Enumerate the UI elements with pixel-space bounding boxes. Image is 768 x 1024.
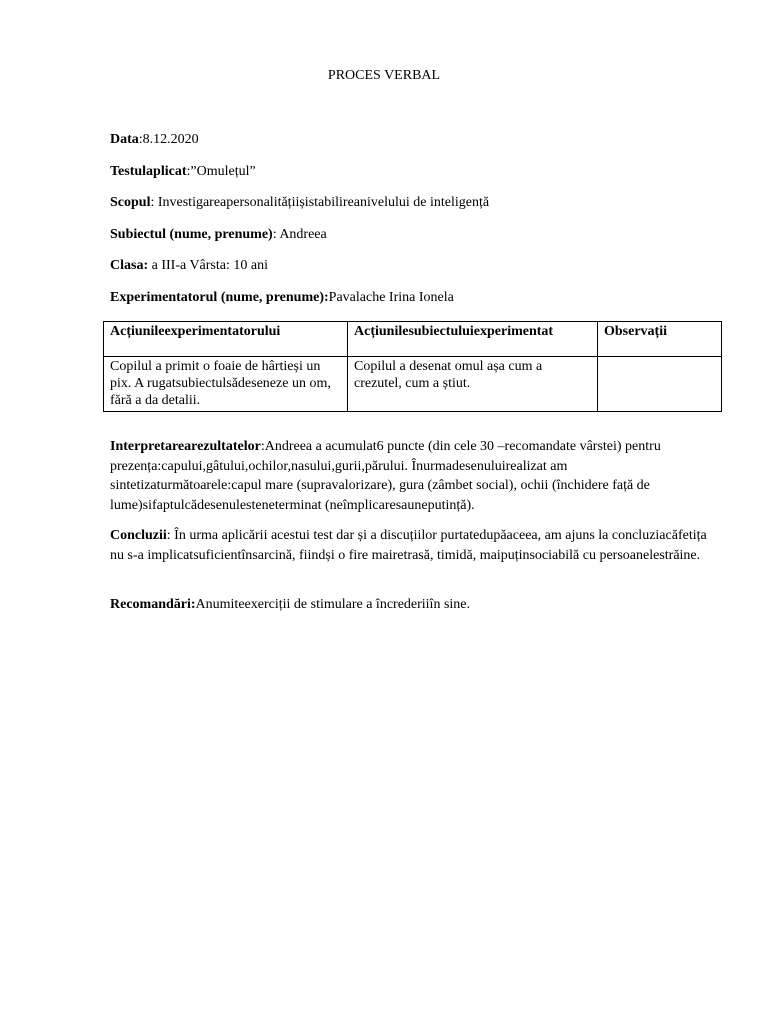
field-subject-label: Subiectul (nume, prenume): [110, 227, 273, 242]
conclusions-text: : În urma aplicării acestui test dar și a discuțiilor purtatedupăaceea, am ajuns la concluziacăfetița nu s-a implicatsuficientînsarcină, fiindși o fire mairetrasă, timidă, maipuținsociabilă cu persoanelestrăine.: [110, 528, 707, 563]
field-class: [110, 257, 268, 274]
recommendations-text: Anumiteexerciții de stimulare a încrederiiîn sine.: [195, 597, 471, 612]
table-header-row: [104, 322, 722, 357]
table-cell: Copilul a primit o foaie de hârtieși un pix. A rugatsubiectulsădeseneze un om, fără a da detalii.: [104, 357, 348, 412]
observation-table: [103, 321, 722, 412]
table-row: [104, 357, 722, 412]
conclusions-label: Concluzii: [110, 528, 167, 543]
recommendations-label: Recomandări:: [110, 597, 196, 612]
interpretation-paragraph: [110, 437, 710, 515]
field-scope-label: Scopul: [110, 195, 151, 210]
field-date: [110, 131, 199, 148]
field-date-value: :8.12.2020: [138, 132, 199, 147]
field-test-value: :”Omulețul”: [186, 164, 256, 179]
field-test-label: Testulaplicat: [110, 164, 187, 179]
table-cell: Copilul a desenat omul așa cum a crezutel, cum a știut.: [348, 357, 598, 412]
field-test: [110, 163, 256, 180]
table-cell: [598, 357, 722, 412]
recommendations-paragraph: [110, 595, 710, 615]
field-experimenter: [110, 289, 454, 306]
interpretation-text: :Andreea a acumulat6 puncte (din cele 30 –recomandate vârstei) pentru prezența:capului,gâtului,ochilor,nasului,gurii,părului. Înurmadesenuluirealizat am sintetizaturmătoarele:capul mare (supravalorizare), gura (zâmbet social), ochii (închidere față de lume)sifaptulcădesenulesteneterminat (neîmplicaresauneputință).: [110, 439, 661, 513]
field-scope: [110, 194, 489, 211]
interpretation-label: Interpretarearezultatelor: [110, 439, 261, 454]
field-scope-value: : Investigareapersonalitățiișistabilireanivelului de inteligență: [150, 195, 490, 210]
field-class-value: a III-a Vârsta: 10 ani: [148, 258, 268, 273]
field-class-label: Clasa:: [110, 258, 149, 273]
field-date-label: Data: [110, 132, 139, 147]
field-experimenter-label: Experimentatorul (nume, prenume):: [110, 290, 329, 305]
conclusions-paragraph: [110, 526, 710, 565]
field-experimenter-value: Pavalache Irina Ionela: [328, 290, 454, 305]
field-subject-value: : Andreea: [272, 227, 327, 242]
table-header-cell: Observații: [598, 322, 722, 357]
table-header-cell: Acțiunileexperimentatorului: [104, 322, 348, 357]
document-title: PROCES VERBAL: [327, 68, 441, 83]
field-subject: [110, 226, 327, 243]
table-header-cell: Acțiunilesubiectuluiexperimentat: [348, 322, 598, 357]
